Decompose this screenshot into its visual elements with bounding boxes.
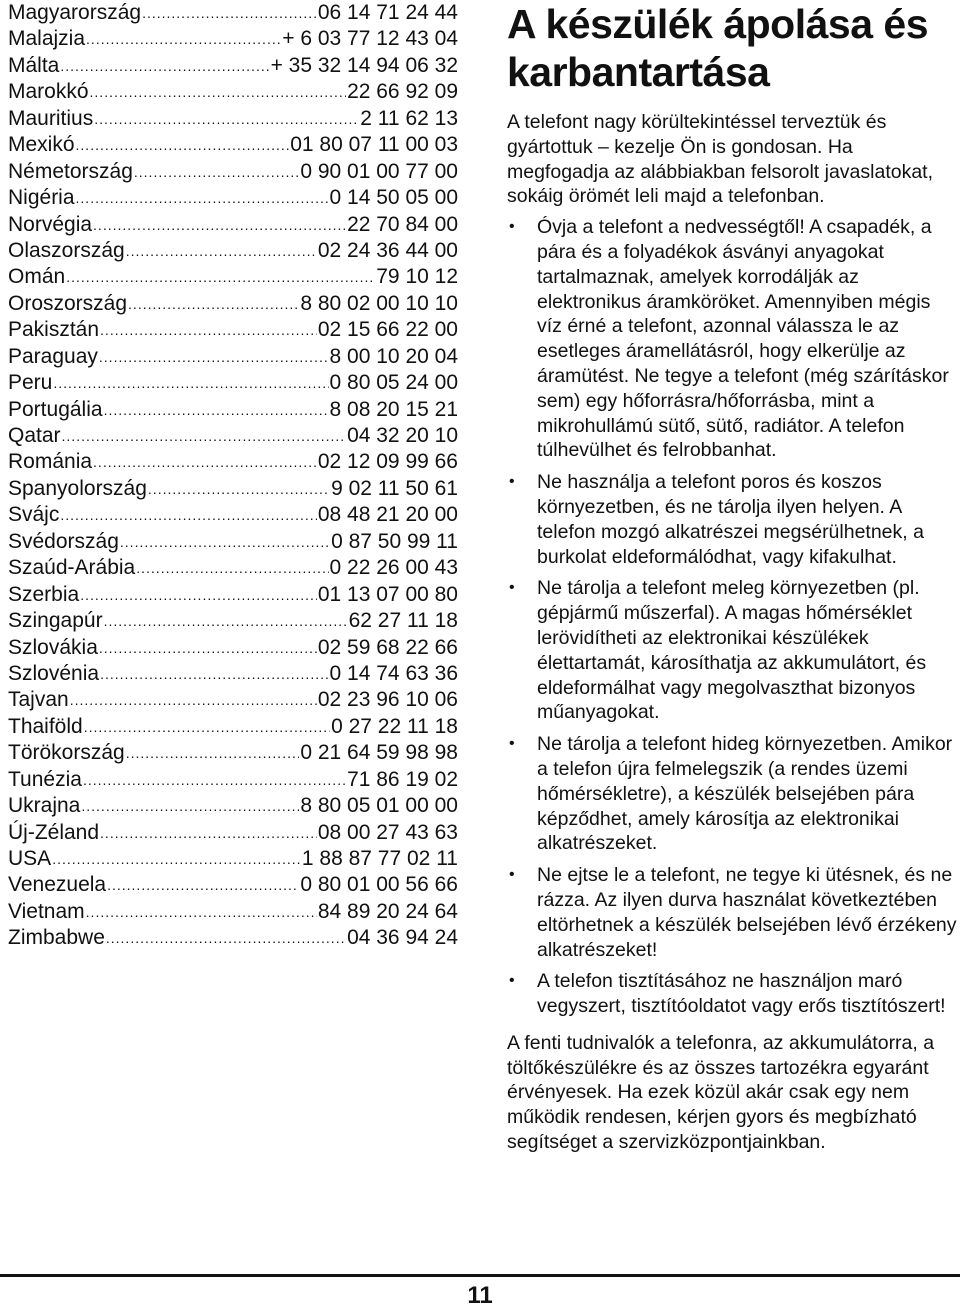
dot-leader (60, 53, 269, 79)
phone-number: + 35 32 14 94 06 32 (270, 53, 458, 77)
phone-entry (8, 820, 458, 846)
intro-paragraph: A telefont nagy körültekintéssel terveztük és gyártottuk – kezelje Ön is gondosan. Ha megfogadja az alábbiakban felsorolt javaslatokat, sokáig örömét leli majd a telefonban. (507, 111, 934, 208)
country-name: Mexikó (8, 133, 75, 157)
phone-entry (8, 661, 458, 687)
care-bullet-list (507, 215, 957, 1019)
phone-number: 62 27 11 18 (348, 609, 458, 633)
page-number: 11 (467, 1282, 493, 1309)
country-name: Németország (8, 159, 133, 183)
dot-leader (86, 899, 317, 925)
dot-leader (52, 846, 301, 872)
phone-entry (8, 899, 458, 925)
dot-leader (148, 476, 330, 502)
phone-number: 9 02 11 50 61 (331, 476, 458, 500)
phone-number: 06 14 71 24 44 (317, 1, 458, 24)
bullet-icon: • (509, 473, 515, 491)
country-name: Mauritius (8, 106, 94, 130)
country-name: Málta (8, 53, 60, 77)
dot-leader (66, 264, 375, 290)
care-bullet: • Ne ejtse le a telefont, ne tegye ki ütésnek, és ne rázza. Az ilyen durva használat következtében eltörhetnek a készülék belsejében lévő érzékeny alkatrészeket! (509, 864, 957, 961)
dot-leader (126, 740, 300, 766)
phone-number: 02 23 96 10 06 (317, 688, 458, 712)
dot-leader (80, 582, 317, 608)
country-name: Portugália (8, 397, 103, 421)
country-name: Tajvan (8, 688, 69, 712)
care-bullet: • Ne tárolja a telefont meleg környezetben (pl. gépjármű műszerfal). A magas hőmérséklet lerövidítheti az elektronikai készülékek élettartamát, károsíthatja az akkumulátort, és eldeformálhat vagy megolvaszthat bizonyos műanyagokat. (509, 577, 927, 724)
phone-number: 0 80 05 24 00 (329, 371, 458, 395)
phone-directory (8, 0, 458, 952)
country-name: Olaszország (8, 238, 125, 262)
country-name: Zimbabwe (8, 926, 105, 950)
dot-leader (60, 502, 317, 528)
dot-leader (120, 529, 330, 555)
country-name: Omán (8, 265, 66, 289)
phone-number: 8 08 20 15 21 (329, 397, 458, 421)
phone-entry (8, 582, 458, 608)
phone-number: 84 89 20 24 64 (317, 899, 458, 923)
phone-number: 22 66 92 09 (347, 80, 458, 104)
phone-number: 0 14 74 63 36 (329, 661, 458, 685)
country-name: Svájc (8, 503, 60, 527)
country-name: Qatar (8, 424, 61, 447)
phone-number: 0 27 22 11 18 (331, 714, 458, 738)
bullet-icon: • (509, 735, 515, 753)
dot-leader (76, 185, 329, 211)
country-name: Tunézia (8, 767, 82, 791)
dot-leader (53, 370, 328, 396)
phone-entry (8, 635, 458, 661)
dot-leader (99, 635, 317, 661)
dot-leader (100, 820, 317, 846)
phone-number: 0 87 50 99 11 (331, 529, 458, 553)
phone-number: 0 21 64 59 98 98 (300, 741, 458, 765)
phone-entry (8, 370, 458, 396)
phone-number: 0 22 26 00 43 (329, 556, 458, 580)
phone-number: 02 59 68 22 66 (317, 635, 458, 659)
country-name: Venezuela (8, 873, 107, 897)
phone-number: 71 86 19 02 (347, 767, 458, 791)
phone-entry (8, 159, 458, 185)
dot-leader (136, 555, 328, 581)
country-name: Thaiföld (8, 714, 83, 738)
country-name: Norvégia (8, 212, 93, 236)
care-bullet: • Ne használja a telefont poros és koszos környezetben, és ne tárolja ilyen helyen. A telefon mozgó alkatrészei megsérülhetnek, a burkolat eldeformálódhat, vagy kifakulhat. (509, 471, 924, 568)
dot-leader (62, 423, 347, 449)
care-section (507, 0, 957, 1155)
phone-entry (8, 449, 458, 475)
dot-leader (93, 449, 317, 475)
country-name: Marokkó (8, 80, 89, 104)
dot-leader (90, 79, 347, 105)
phone-entry (8, 846, 458, 872)
phone-entry (8, 238, 458, 264)
phone-entry (8, 423, 458, 449)
dot-leader (106, 925, 346, 951)
phone-number: 08 48 21 20 00 (317, 503, 458, 527)
phone-entry (8, 53, 458, 79)
dot-leader (100, 661, 328, 687)
country-name: Peru (8, 371, 53, 395)
care-bullet: • Óvja a telefont a nedvességtől! A csapadék, a pára és a folyadékok ásványi anyagokat tartalmaznak, amelyek korrodálják az elektronikus áramköröket. Amennyiben mégis víz érné a telefont, azonnal válassza le az esetleges áramellátásról, hogy elkerülje az áramütést. Ne tegye a telefont (még szárításkor sem) egy hőforrásra/hőforrásba, mint a mikrohullámú sütő, sütő, radiátor. A telefon túlhevülhet és felrobbanhat. (509, 216, 949, 462)
phone-number: 8 00 10 20 04 (329, 344, 458, 368)
dot-leader (126, 238, 317, 264)
country-name: Törökország (8, 741, 125, 765)
phone-entry (8, 106, 458, 132)
dot-leader (93, 212, 346, 238)
phone-entry (8, 608, 458, 634)
phone-number: 0 90 01 00 77 00 (300, 159, 458, 183)
dot-leader (104, 397, 329, 423)
phone-entry (8, 793, 458, 819)
phone-number: 79 10 12 (376, 265, 458, 289)
phone-entry (8, 687, 458, 713)
phone-entry (8, 26, 458, 52)
country-name: Paraguay (8, 344, 98, 368)
country-name: Nigéria (8, 186, 75, 210)
phone-number: 04 36 94 24 (347, 926, 458, 950)
phone-number: 02 15 66 22 00 (317, 318, 458, 342)
dot-leader (100, 317, 317, 343)
phone-entry (8, 185, 458, 211)
phone-entry (8, 0, 458, 26)
care-bullet: • A telefon tisztításához ne használjon maró vegyszert, tisztítóoldatot vagy erős tisztítószert! (509, 970, 946, 1018)
dot-leader (76, 132, 290, 158)
phone-entry (8, 714, 458, 740)
bullet-icon: • (509, 866, 515, 884)
country-name: Magyarország (8, 1, 142, 24)
dot-leader (107, 872, 299, 898)
bullet-icon: • (509, 579, 515, 597)
country-name: Spanyolország (8, 476, 147, 500)
phone-entry (8, 317, 458, 343)
phone-entry (8, 502, 458, 528)
dot-leader (142, 0, 317, 26)
dot-leader (94, 106, 359, 132)
footer-divider (0, 1274, 960, 1277)
page-title: A készülék ápolása és karbantartása (507, 1, 929, 95)
phone-entry (8, 132, 458, 158)
phone-entry (8, 767, 458, 793)
dot-leader (83, 767, 346, 793)
phone-entry (8, 291, 458, 317)
dot-leader (99, 344, 329, 370)
country-name: Vietnam (8, 899, 85, 923)
dot-leader (86, 26, 281, 52)
phone-number: 0 80 01 00 56 66 (300, 873, 458, 897)
care-bullet: • Ne tárolja a telefont hideg környezetben. Amikor a telefon újra felmelegszik (a rendes üzemi hőmérsékletre), a készülék belsejében pára képződhet, amely károsítja az elektronikai alkatrészeket. (509, 733, 953, 855)
phone-number: 01 13 07 00 80 (317, 582, 458, 606)
phone-entry (8, 397, 458, 423)
country-name: Románia (8, 450, 93, 474)
phone-number: 8 80 05 01 00 00 (300, 794, 458, 818)
phone-number: 04 32 20 10 (347, 424, 458, 447)
phone-number: + 6 03 77 12 43 04 (282, 27, 458, 51)
country-name: Malajzia (8, 27, 86, 51)
phone-number: 02 12 09 99 66 (317, 450, 458, 474)
phone-entry (8, 79, 458, 105)
phone-number: 02 24 36 44 00 (317, 238, 458, 262)
phone-number: 0 14 50 05 00 (329, 186, 458, 210)
phone-entry (8, 476, 458, 502)
country-name: Szlovákia (8, 635, 98, 659)
country-name: Szlovénia (8, 661, 100, 685)
country-name: Pakisztán (8, 318, 100, 342)
bullet-icon: • (509, 218, 515, 236)
dot-leader (70, 687, 317, 713)
phone-number: 1 88 87 77 02 11 (301, 847, 458, 870)
dot-leader (104, 608, 348, 634)
phone-number: 22 70 84 00 (347, 212, 458, 236)
country-name: Szaúd-Arábia (8, 556, 136, 580)
phone-entry (8, 264, 458, 290)
phone-entry (8, 555, 458, 581)
phone-number: 8 80 02 00 10 10 (300, 291, 458, 315)
country-name: Szerbia (8, 582, 80, 606)
dot-leader (84, 714, 330, 740)
dot-leader (81, 793, 299, 819)
closing-paragraph: A fenti tudnivalók a telefonra, az akkumulátorra, a töltőkészülékre és az összes tartozékra egyaránt érvényesek. Ha ezek közül akár csak egy nem működik rendesen, kérjen gyors és megbízható segítséget a szervizközpontjainkban. (507, 1031, 935, 1154)
country-name: Svédország (8, 529, 119, 553)
phone-entry (8, 925, 458, 951)
bullet-icon: • (509, 972, 515, 990)
country-name: Szingapúr (8, 609, 103, 633)
phone-entry (8, 212, 458, 238)
phone-number: 01 80 07 11 00 03 (290, 133, 458, 157)
phone-entry (8, 344, 458, 370)
country-name: Új-Zéland (8, 820, 100, 844)
phone-number: 08 00 27 43 63 (317, 820, 458, 844)
phone-number: 2 11 62 13 (360, 106, 458, 130)
dot-leader (134, 159, 299, 185)
phone-entry (8, 529, 458, 555)
country-name: Oroszország (8, 291, 128, 315)
phone-entry (8, 872, 458, 898)
dot-leader (128, 291, 299, 317)
country-name: USA (8, 847, 52, 870)
phone-entry (8, 740, 458, 766)
country-name: Ukrajna (8, 794, 81, 818)
